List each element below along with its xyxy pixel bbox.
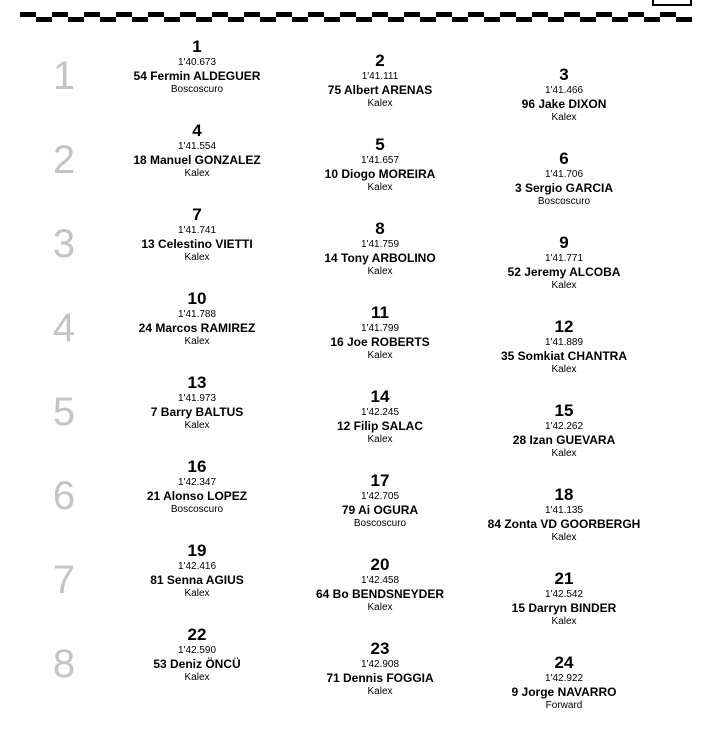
rider-name: 28 Izan GUEVARA	[512, 433, 616, 447]
lap-time: 1'41.889	[544, 337, 584, 348]
grid-row-number: 2	[52, 138, 76, 182]
grid-position: 10	[187, 289, 207, 308]
lap-time: 1'40.673	[177, 57, 217, 68]
grid-position: 11	[371, 303, 389, 322]
team-name: Kalex	[551, 532, 577, 543]
grid-slot	[97, 38, 297, 96]
lap-time: 1'41.657	[360, 155, 400, 166]
team-name: Kalex	[367, 350, 393, 361]
grid-position: 17	[370, 471, 390, 490]
lap-time: 1'41.799	[360, 323, 400, 334]
rider-name: 96 Jake DIXON	[521, 97, 607, 111]
grid-slot	[464, 318, 664, 376]
lap-time: 1'42.458	[360, 575, 400, 586]
rider-name: 64 Bo BENDSNEYDER	[315, 587, 445, 601]
grid-position: 5	[375, 135, 385, 154]
team-name: Kalex	[184, 672, 210, 683]
grid-position: 21	[554, 569, 574, 588]
team-name: Boscoscuro	[170, 504, 224, 515]
team-name: Kalex	[367, 98, 393, 109]
rider-name: 71 Dennis FOGGIA	[326, 671, 434, 685]
grid-slot	[464, 234, 664, 292]
grid-position: 3	[559, 65, 569, 84]
lap-time: 1'41.135	[544, 505, 584, 516]
grid-position: 4	[192, 121, 202, 140]
grid-position: 9	[559, 233, 569, 252]
team-name: Kalex	[184, 588, 210, 599]
grid-slot	[464, 654, 664, 712]
grid-position: 18	[554, 485, 574, 504]
rider-name: 14 Tony ARBOLINO	[324, 251, 436, 265]
team-name: Kalex	[551, 280, 577, 291]
rider-name: 9 Jorge NAVARRO	[511, 685, 617, 699]
rider-name: 3 Sergio GARCIA	[514, 181, 613, 195]
team-name: Kalex	[184, 420, 210, 431]
team-name: Forward	[545, 700, 583, 711]
rider-name: 7 Barry BALTUS	[150, 405, 244, 419]
rider-name: 52 Jeremy ALCOBA	[507, 265, 621, 279]
grid-slot	[464, 570, 664, 628]
team-name: Kalex	[551, 364, 577, 375]
grid-position: 2	[375, 51, 385, 70]
grid-position: 23	[370, 639, 390, 658]
team-name: Kalex	[367, 686, 393, 697]
lap-time: 1'41.706	[544, 169, 584, 180]
grid-slot	[97, 542, 297, 600]
lap-time: 1'42.416	[177, 561, 217, 572]
grid-slot	[280, 388, 480, 446]
grid-row-number: 8	[52, 642, 76, 686]
lap-time: 1'41.111	[361, 71, 399, 82]
grid-row-number: 5	[52, 390, 76, 434]
grid-position: 22	[187, 625, 207, 644]
team-name: Kalex	[551, 448, 577, 459]
team-name: Boscoscuro	[170, 84, 224, 95]
checkered-flag-strip	[20, 12, 692, 22]
team-name: Kalex	[551, 112, 577, 123]
grid-position: 13	[187, 373, 207, 392]
grid-slot	[464, 486, 664, 544]
rider-name: 21 Alonso LOPEZ	[146, 489, 248, 503]
grid-slot	[280, 220, 480, 278]
grid-slot	[280, 472, 480, 530]
grid-slot	[280, 304, 480, 362]
grid-position: 24	[554, 653, 574, 672]
team-name: Kalex	[184, 168, 210, 179]
rider-name: 81 Senna AGIUS	[150, 573, 244, 587]
lap-time: 1'41.788	[177, 309, 217, 320]
grid-slot	[97, 290, 297, 348]
lap-time: 1'42.908	[360, 659, 400, 670]
lap-time: 1'42.245	[360, 407, 400, 418]
rider-name: 12 Filip SALAC	[336, 419, 423, 433]
rider-name: 84 Zonta VD GOORBERGH	[487, 517, 641, 531]
grid-position: 15	[554, 401, 574, 420]
lap-time: 1'41.466	[544, 85, 584, 96]
rider-name: 79 Ai OGURA	[341, 503, 419, 517]
grid-position: 8	[375, 219, 385, 238]
rider-name: 54 Fermin ALDEGUER	[133, 69, 261, 83]
team-name: Boscoscuro	[537, 196, 591, 207]
grid-position: 19	[187, 541, 207, 560]
grid-position: 14	[370, 387, 390, 406]
team-name: Kalex	[184, 336, 210, 347]
lap-time: 1'42.262	[544, 421, 584, 432]
team-name: Kalex	[367, 434, 393, 445]
lap-time: 1'42.347	[177, 477, 217, 488]
grid-slot	[280, 556, 480, 614]
team-name: Kalex	[367, 602, 393, 613]
team-name: Kalex	[551, 616, 577, 627]
team-name: Boscoscuro	[353, 518, 407, 529]
team-name: Kalex	[367, 266, 393, 277]
rider-name: 53 Deniz ÖNCÜ	[153, 657, 241, 671]
header-corner-box	[652, 0, 692, 6]
lap-time: 1'41.771	[544, 253, 584, 264]
rider-name: 35 Somkiat CHANTRA	[500, 349, 628, 363]
grid-row-number: 1	[52, 54, 76, 98]
grid-row-number: 6	[52, 474, 76, 518]
grid-position: 16	[187, 457, 207, 476]
grid-slot	[280, 136, 480, 194]
grid-position: 1	[192, 37, 202, 56]
rider-name: 13 Celestino VIETTI	[141, 237, 253, 251]
grid-row-number: 7	[52, 558, 76, 602]
rider-name: 24 Marcos RAMIREZ	[138, 321, 256, 335]
rider-name: 15 Darryn BINDER	[511, 601, 617, 615]
grid-slot	[464, 150, 664, 208]
grid-position: 7	[192, 205, 202, 224]
rider-name: 18 Manuel GONZALEZ	[133, 153, 261, 167]
grid-slot	[280, 52, 480, 110]
grid-slot	[97, 458, 297, 516]
grid-slot	[97, 122, 297, 180]
grid-slot	[97, 374, 297, 432]
lap-time: 1'41.973	[177, 393, 217, 404]
grid-row-number: 4	[52, 306, 76, 350]
lap-time: 1'41.554	[177, 141, 217, 152]
grid-position: 20	[370, 555, 390, 574]
grid-slot	[97, 206, 297, 264]
rider-name: 10 Diogo MOREIRA	[324, 167, 436, 181]
grid-position: 6	[559, 149, 569, 168]
lap-time: 1'41.759	[360, 239, 400, 250]
grid-slot	[464, 402, 664, 460]
lap-time: 1'42.705	[360, 491, 400, 502]
grid-slot	[280, 640, 480, 698]
lap-time: 1'42.922	[544, 673, 584, 684]
grid-position: 12	[554, 317, 574, 336]
rider-name: 16 Joe ROBERTS	[330, 335, 430, 349]
grid-slot	[464, 66, 664, 124]
rider-name: 75 Albert ARENAS	[327, 83, 433, 97]
team-name: Kalex	[367, 182, 393, 193]
lap-time: 1'42.590	[177, 645, 217, 656]
lap-time: 1'41.741	[177, 225, 217, 236]
team-name: Kalex	[184, 252, 210, 263]
grid-slot	[97, 626, 297, 684]
grid-row-number: 3	[52, 222, 76, 266]
lap-time: 1'42.542	[544, 589, 584, 600]
